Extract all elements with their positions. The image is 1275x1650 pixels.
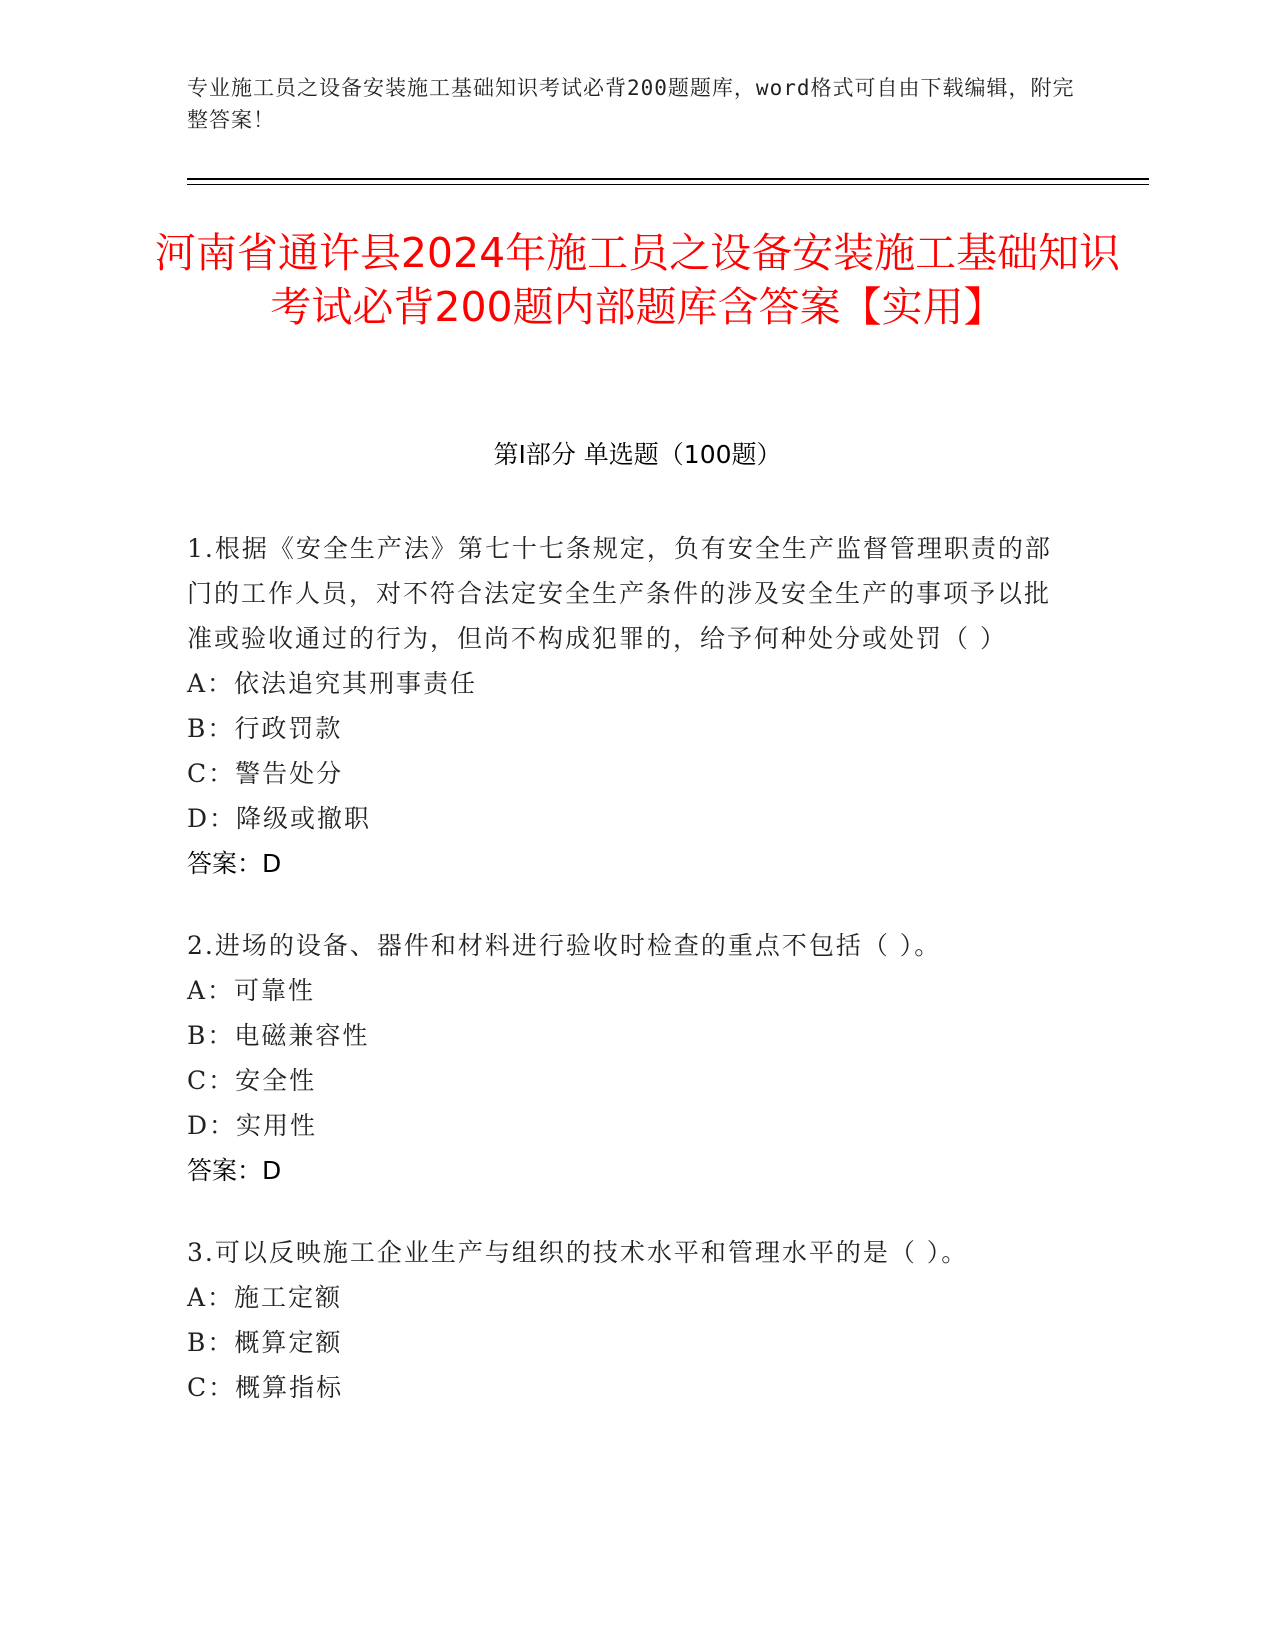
question-item xyxy=(187,1230,1067,1410)
option-c: C：概算指标 xyxy=(187,1373,344,1402)
question-stem: 3.可以反映施工企业生产与组织的技术水平和管理水平的是（ ）。 xyxy=(187,1238,969,1267)
answer-line: 答案：D xyxy=(187,1156,282,1185)
question-item xyxy=(187,526,1067,886)
option-b: B：概算定额 xyxy=(187,1328,343,1357)
option-b: B：电磁兼容性 xyxy=(187,1021,370,1050)
answer-line: 答案：D xyxy=(187,849,282,878)
document-title: 河南省通许县2024年施工员之设备安装施工基础知识考试必背200题内部题库含答案【实用】 xyxy=(154,229,1121,331)
option-c: C：警告处分 xyxy=(187,759,344,788)
section-heading: 第I部分 单选题（100题） xyxy=(493,440,782,469)
header-note: 专业施工员之设备安装施工基础知识考试必背200题题库，word格式可自由下载编辑，附完整答案！ xyxy=(187,76,1075,132)
option-b: B：行政罚款 xyxy=(187,714,343,743)
question-stem: 2.进场的设备、器件和材料进行验收时检查的重点不包括（ ）。 xyxy=(187,931,942,960)
option-a: A：依法追究其刑事责任 xyxy=(187,669,478,698)
option-d: D：降级或撤职 xyxy=(187,804,372,833)
option-a: A：施工定额 xyxy=(187,1283,343,1312)
option-a: A：可靠性 xyxy=(187,976,316,1005)
question-list xyxy=(187,526,1067,1447)
question-item xyxy=(187,923,1067,1193)
header-divider-thin xyxy=(187,184,1149,185)
question-stem: 1.根据《安全生产法》第七十七条规定，负有安全生产监督管理职责的部门的工作人员，对不符合法定安全生产条件的涉及安全生产的事项予以批准或验收通过的行为，但尚不构成犯罪的，给予何种处分或处罚（ ） xyxy=(187,534,1052,653)
header-divider-thick xyxy=(187,178,1149,180)
option-d: D：实用性 xyxy=(187,1111,318,1140)
option-c: C：安全性 xyxy=(187,1066,317,1095)
